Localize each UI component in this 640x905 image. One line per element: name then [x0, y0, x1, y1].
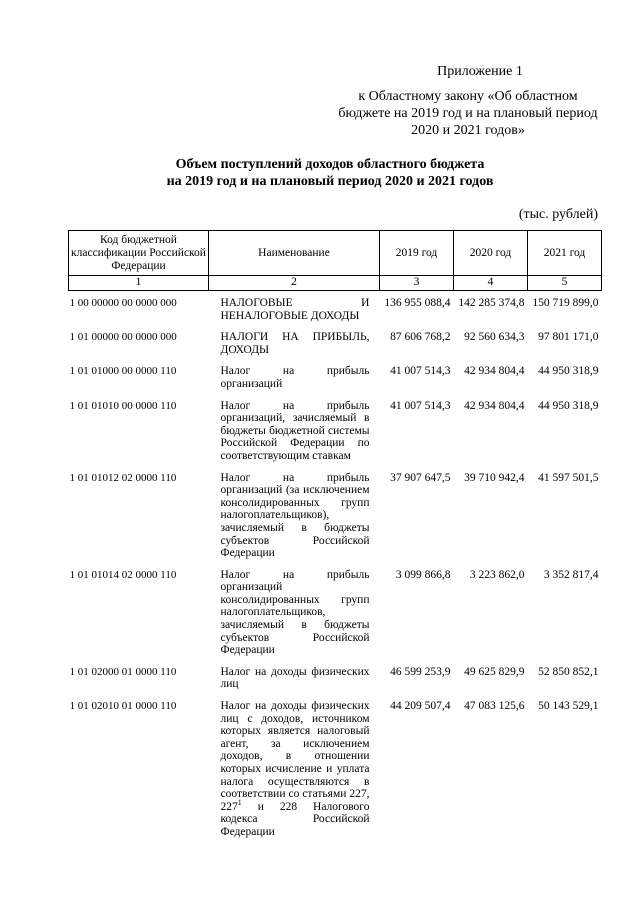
row-value-2021: 150 719 899,0: [532, 297, 599, 309]
row-value-2020: 42 934 804,4: [464, 365, 525, 378]
row-code: 1 01 02010 01 0000 110: [69, 700, 177, 713]
row-value-2021: 52 850 852,1: [538, 665, 599, 678]
row-name: [209, 694, 380, 842]
row-name: Налог на доходы физических лиц: [220, 665, 370, 691]
row-code: 1 00 00000 00 0000 000: [69, 297, 177, 309]
row-value-2019: 44 209 507,4: [390, 700, 451, 713]
column-number: 3: [380, 276, 454, 291]
row-code: 1 01 00000 00 0000 000: [69, 331, 177, 344]
row-value-2020: 47 083 125,6: [464, 700, 525, 713]
row-name: НАЛОГИ НА ПРИБЫЛЬ, ДОХОДЫ: [220, 331, 370, 356]
row-value-2020: 49 625 829,9: [464, 665, 525, 678]
row-value-2020: 39 710 942,4: [464, 471, 525, 484]
row-value-2019: 37 907 647,5: [390, 471, 451, 484]
document-title-line-1: Объем поступлений доходов областного бюджета: [175, 157, 485, 172]
table-row: [69, 291, 602, 326]
header-2020: 2020 год: [454, 231, 528, 276]
row-value-2021: 41 597 501,5: [538, 471, 599, 484]
row-value-2021: 44 950 318,9: [538, 399, 599, 412]
row-code: 1 01 01012 02 0000 110: [69, 471, 177, 484]
row-name-end: и 228 Налогового кодекса Российской Федерации: [220, 800, 370, 838]
row-value-2021: 97 801 171,0: [538, 331, 599, 344]
document-title-line-2: на 2019 год и на плановый период 2020 и 2021 годов: [166, 174, 494, 189]
row-name-start: Налог на доходы физических лиц с доходов, источником которых является налоговый агент, за исключением доходов, в отношении которых исчисление и уплата налога осуществляются в соответствии со статьями 227, 227: [220, 700, 370, 813]
row-value-2019: 41 007 514,3: [390, 399, 451, 412]
row-name-superscript: 1: [237, 797, 242, 807]
row-value-2021: 3 352 817,4: [543, 568, 599, 581]
row-name: Налог на прибыль организаций (за исключением консолидированных групп налогоплательщиков), зачисляемый в бюджеты субъектов Российской Федерации: [220, 471, 370, 560]
table-row: [69, 466, 602, 563]
column-number: 2: [209, 276, 380, 291]
row-value-2019: 136 955 088,4: [384, 297, 451, 309]
column-number: 4: [454, 276, 528, 291]
row-name: Налог на прибыль организаций, зачисляемый в бюджеты бюджетной системы Российской Федерации по соответствующим ставкам: [220, 399, 370, 462]
header-code: Код бюджетной классификации Российской Федерации: [69, 231, 209, 276]
row-value-2019: 41 007 514,3: [390, 365, 451, 378]
row-code: 1 01 01010 00 0000 110: [69, 399, 177, 412]
row-value-2021: 44 950 318,9: [538, 365, 599, 378]
table-header-row: [69, 231, 602, 276]
table-row: [69, 359, 602, 393]
table-row: [69, 325, 602, 359]
row-value-2020: 3 223 862,0: [469, 568, 525, 581]
appendix-title: Приложение 1: [437, 64, 523, 79]
row-name: НАЛОГОВЫЕ И НЕНАЛОГОВЫЕ ДОХОДЫ: [220, 297, 370, 322]
appendix-reference: к Областному закону «Об областном бюджете на 2019 год и на плановый период 2020 и 2021 годов»: [338, 89, 598, 138]
header-2021: 2021 год: [528, 231, 602, 276]
column-number: 1: [69, 276, 209, 291]
revenue-table: [68, 230, 602, 842]
document-title: [60, 156, 600, 190]
row-value-2020: 92 560 634,3: [464, 331, 525, 344]
row-name: Налог на прибыль организаций: [220, 365, 370, 390]
table-row: [69, 394, 602, 466]
table-row: [69, 660, 602, 694]
header-2019: 2019 год: [380, 231, 454, 276]
row-code: 1 01 01000 00 0000 110: [69, 365, 177, 378]
table-row: [69, 694, 602, 842]
row-value-2019: 3 099 866,8: [395, 568, 451, 581]
row-value-2019: 46 599 253,9: [390, 665, 451, 678]
table-row: [69, 563, 602, 660]
row-code: 1 01 02000 01 0000 110: [69, 665, 177, 678]
row-code: 1 01 01014 02 0000 110: [69, 568, 177, 581]
units-label: (тыс. рублей): [518, 207, 598, 222]
header-name: Наименование: [209, 231, 380, 276]
row-value-2019: 87 606 768,2: [390, 331, 451, 344]
column-number-row: [69, 276, 602, 291]
row-value-2020: 142 285 374,8: [458, 297, 525, 309]
column-number: 5: [528, 276, 602, 291]
row-value-2021: 50 143 529,1: [538, 700, 599, 713]
row-name: Налог на прибыль организаций консолидированных групп налогоплательщиков, зачисляемый в бюджеты субъектов Российской Федерации: [220, 568, 370, 657]
row-value-2020: 42 934 804,4: [464, 399, 525, 412]
